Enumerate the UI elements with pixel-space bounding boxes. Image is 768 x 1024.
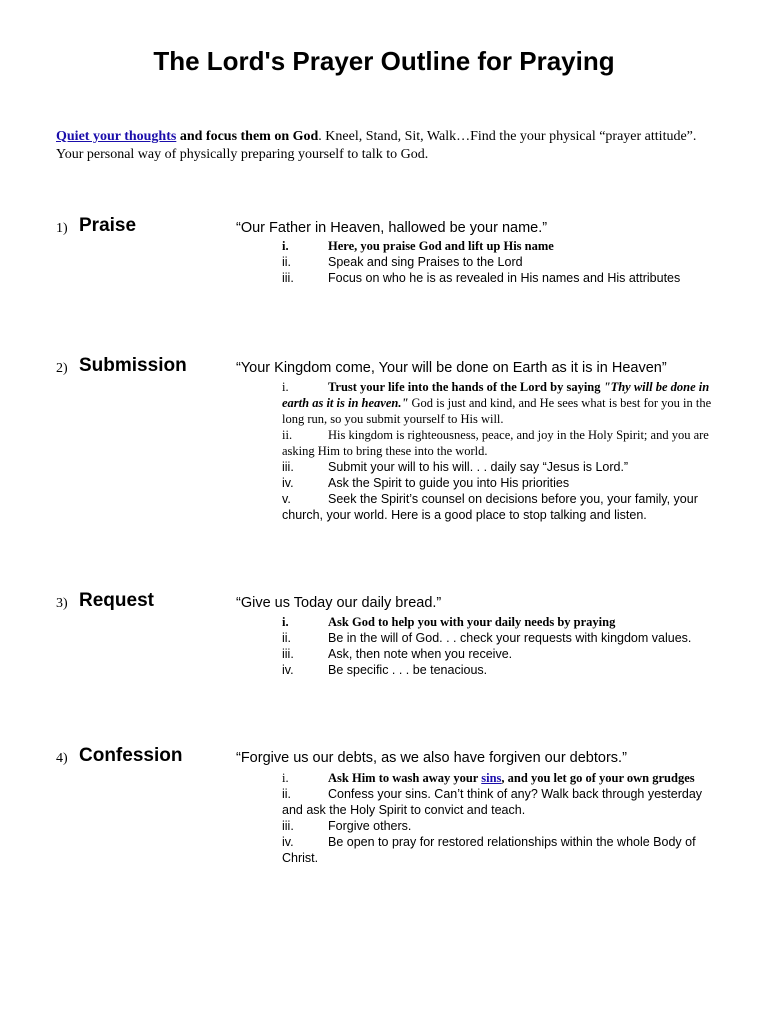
section-list [282,614,712,678]
section-number: 1) [56,221,68,236]
section-quote: “Forgive us our debts, as we also have forgiven our debtors.” [236,750,627,766]
list-item: iv. Be open to pray for restored relationships within the whole Body of Christ. [282,835,696,865]
section-name: Confession [79,745,183,766]
section-list [282,379,712,523]
intro-bold: and focus them on God [176,129,319,144]
quiet-thoughts-link[interactable]: Quiet your thoughts [56,129,177,144]
section-list [282,238,712,286]
section-name: Request [79,590,154,611]
intro-text: . Kneel, Stand, Sit, Walk…Find the your physical “prayer attitude”. Your personal way of physically preparing yourself to talk to God. [56,129,697,162]
list-item: ii. Be in the will of God. . . check your requests with kingdom values. [282,631,692,645]
list-item: iv. Ask the Spirit to guide you into His priorities [282,476,570,490]
list-item: iii. Ask, then note when you receive. [282,647,513,661]
list-item: ii. Confess your sins. Can’t think of any? Walk back through yesterday and ask the Holy Spirit to convict and teach. [282,787,703,817]
list-item: v. Seek the Spirit’s counsel on decisions before you, your family, your church, your world. Here is a good place to stop talking and listen. [282,492,698,522]
list-item: i. Ask Him to wash away your sins, and you let go of your own grudges [282,771,695,785]
section-quote: “Give us Today our daily bread.” [236,595,442,611]
section-number: 4) [56,751,68,766]
list-item: iii. Submit your will to his will. . . daily say “Jesus is Lord.” [282,460,629,474]
list-item: iii. Forgive others. [282,819,412,833]
list-item: i. Ask God to help you with your daily needs by praying [282,615,616,629]
section-list [282,770,712,866]
section-quote: “Your Kingdom come, Your will be done on Earth as it is in Heaven” [236,360,667,376]
list-item: iv. Be specific . . . be tenacious. [282,663,488,677]
section-number: 2) [56,361,68,376]
section-number: 3) [56,596,68,611]
list-item: i. Here, you praise God and lift up His name [282,239,554,253]
sins-link[interactable]: sins [481,771,502,785]
section-name: Praise [79,215,137,236]
section-quote: “Our Father in Heaven, hallowed be your name.” [236,220,548,236]
page-title: The Lord's Prayer Outline for Praying [153,46,615,76]
intro-paragraph [56,128,706,164]
list-item: i. Trust your life into the hands of the Lord by saying "Thy will be done in earth as it is in heaven." God is just and kind, and He sees what is best for you in the long run, so you submit yourself to His will. [282,380,712,426]
list-item: iii. Focus on who he is as revealed in His names and His attributes [282,271,681,285]
section-name: Submission [79,355,187,376]
list-item: ii. Speak and sing Praises to the Lord [282,255,523,269]
list-item: ii. His kingdom is righteousness, peace, and joy in the Holy Spirit; and you are asking Him to bring these into the world. [282,428,709,458]
